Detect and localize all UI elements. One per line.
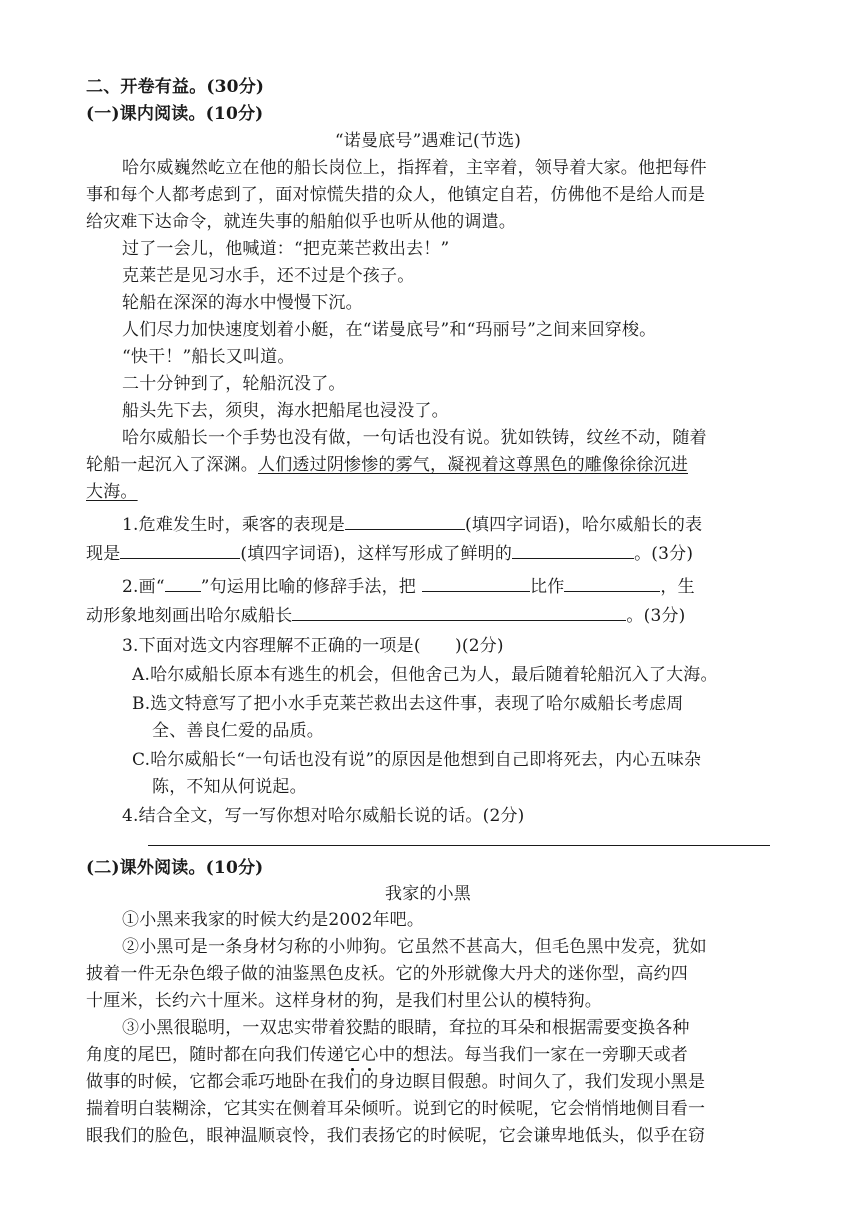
answer-line-q4[interactable] — [148, 845, 770, 846]
part1-paragraph-9-line-1: 哈尔威船长一个手势也没有做，一句话也没有说。犹如铁铸，纹丝不动，随着 — [122, 428, 707, 448]
part2-paragraph-2-line-1: ②小黑可是一条身材匀称的小帅狗。它虽然不甚高大，但毛色黑中发亮，犹如 — [122, 937, 707, 957]
question-1-line-1 — [122, 513, 702, 537]
answer-blank-3[interactable] — [512, 542, 634, 559]
part2-paragraph-3-line-1: ③小黑很聪明，一双忠实带着狡黠的眼睛，耷拉的耳朵和根据需要变换各种 — [122, 1018, 690, 1038]
part1-paragraph-2: 过了一会儿，他喊道：“把克莱芒救出去！” — [122, 239, 450, 259]
part1-paragraph-3: 克莱芒是见习水手，还不过是个孩子。 — [122, 266, 415, 286]
question-2-text-a: 2.画“ — [122, 577, 165, 597]
emphasis-dot-char-1: 它 — [344, 1045, 362, 1065]
part2-paragraph-2-line-3: 十厘米，长约六十厘米。这样身材的狗，是我们村里公认的模特狗。 — [86, 991, 602, 1011]
question-2-text-b: ”句运用比喻的修辞手法，把 — [200, 577, 417, 597]
part2-title: 我家的小黑 — [385, 884, 471, 904]
p3-text-a: 角度的尾巴，随时都在向我们传递 — [86, 1045, 344, 1065]
section-heading: 二、开卷有益。(30分) — [86, 77, 265, 97]
part2-paragraph-1: ①小黑来我家的时候大约是2002年吧。 — [122, 910, 425, 930]
question-2-line-2 — [86, 604, 686, 628]
option-c-line-1[interactable]: C.哈尔威船长“一句话也没有说”的原因是他想到自己即将死去，内心五味杂 — [132, 750, 702, 770]
option-c-line-2: 陈，不知从何说起。 — [152, 777, 307, 797]
question-1-text-c: 现是 — [86, 544, 121, 564]
emphasis-dot-char-2: 心 — [361, 1045, 379, 1065]
part1-paragraph-1-line-3: 给灾难下达命令，就连失事的船舶似乎也听从他的调遣。 — [86, 212, 516, 232]
answer-blank-1[interactable] — [345, 513, 465, 530]
option-b-line-2: 全、善良仁爱的品质。 — [152, 721, 324, 741]
question-1-line-2 — [86, 542, 693, 566]
part2-paragraph-3-line-4: 揣着明白装糊涂，它其实在侧着耳朵倾听。说到它的时候呢，它会悄悄地侧目看一 — [86, 1099, 706, 1119]
question-2-text-f: 。(3分) — [626, 606, 686, 626]
answer-blank-5[interactable] — [564, 575, 660, 592]
part2-paragraph-3-line-2 — [86, 1043, 688, 1067]
question-1-text-b: (填四字词语)，哈尔威船长的表 — [465, 515, 703, 535]
part1-paragraph-5: 人们尽力加快速度划着小艇，在“诺曼底号”和“玛丽号”之间来回穿梭。 — [122, 320, 657, 340]
question-1-text-e: 。(3分) — [634, 544, 694, 564]
part1-paragraph-7: 二十分钟到了，轮船沉没了。 — [122, 374, 346, 394]
question-1-text-d: (填四字词语)，这样写形成了鲜明的 — [240, 544, 513, 564]
part2-paragraph-3-line-5: 眼我们的脸色，眼神温顺哀怜，我们表扬它的时候呢，它会谦卑地低头，似乎在窃 — [86, 1126, 706, 1146]
part1-paragraph-6: “快干！”船长又叫道。 — [122, 347, 295, 367]
option-a[interactable]: A.哈尔威船长原本有逃生的机会，但他舍己为人，最后随着轮船沉入了大海。 — [132, 665, 718, 685]
part1-paragraph-9-line-3 — [86, 480, 138, 504]
part2-paragraph-2-line-2: 披着一件无杂色缎子做的油鉴黑色皮袄。它的外形就像大丹犬的迷你型，高约四 — [86, 964, 688, 984]
part2-heading: (二)课外阅读。(10分) — [86, 858, 264, 878]
sentence-plain: 轮船一起沉入了深渊。 — [86, 455, 258, 475]
underlined-sentence-end: 大海。 — [86, 482, 138, 502]
underlined-sentence: 人们透过阴惨惨的雾气，凝视着这尊黑色的雕像徐徐沉进 — [258, 455, 688, 475]
underline-mark-blank — [165, 575, 201, 592]
option-b-line-1[interactable]: B.选文特意写了把小水手克莱芒救出去这件事，表现了哈尔威船长考虑周 — [132, 694, 684, 714]
question-2-text-e: 动形象地刻画出哈尔威船长 — [86, 606, 293, 626]
question-4: 4.结合全文，写一写你想对哈尔威船长说的话。(2分) — [122, 806, 525, 826]
question-2-line-1 — [122, 575, 695, 599]
question-2-text-c: 比作 — [530, 577, 565, 597]
part1-paragraph-9-line-2 — [86, 453, 688, 477]
answer-blank-4[interactable] — [422, 575, 530, 592]
question-3: 3.下面对选文内容理解不正确的一项是( )(2分) — [122, 636, 504, 656]
part1-paragraph-4: 轮船在深深的海水中慢慢下沉。 — [122, 293, 363, 313]
part2-paragraph-3-line-3: 做事的时候，它都会乖巧地卧在我们的身边瞑目假憩。时间久了，我们发现小黑是 — [86, 1072, 706, 1092]
part1-paragraph-1-line-2: 事和每个人都考虑到了，面对惊慌失措的众人，他镇定自若，仿佛他不是给人而是 — [86, 185, 706, 205]
question-1-text-a: 1.危难发生时，乘客的表现是 — [122, 515, 346, 535]
part1-heading: (一)课内阅读。(10分) — [86, 104, 264, 124]
question-2-text-d: ，生 — [660, 577, 695, 597]
part1-title: “诺曼底号”遇难记(节选) — [334, 131, 522, 151]
answer-blank-6[interactable] — [292, 604, 626, 621]
part1-paragraph-8: 船头先下去，须臾，海水把船尾也浸没了。 — [122, 401, 449, 421]
p3-text-d: 中的想法。每当我们一家在一旁聊天或者 — [378, 1045, 689, 1065]
part1-paragraph-1-line-1: 哈尔威巍然屹立在他的船长岗位上，指挥着，主宰着，领导着大家。他把每件 — [122, 158, 707, 178]
answer-blank-2[interactable] — [120, 542, 240, 559]
